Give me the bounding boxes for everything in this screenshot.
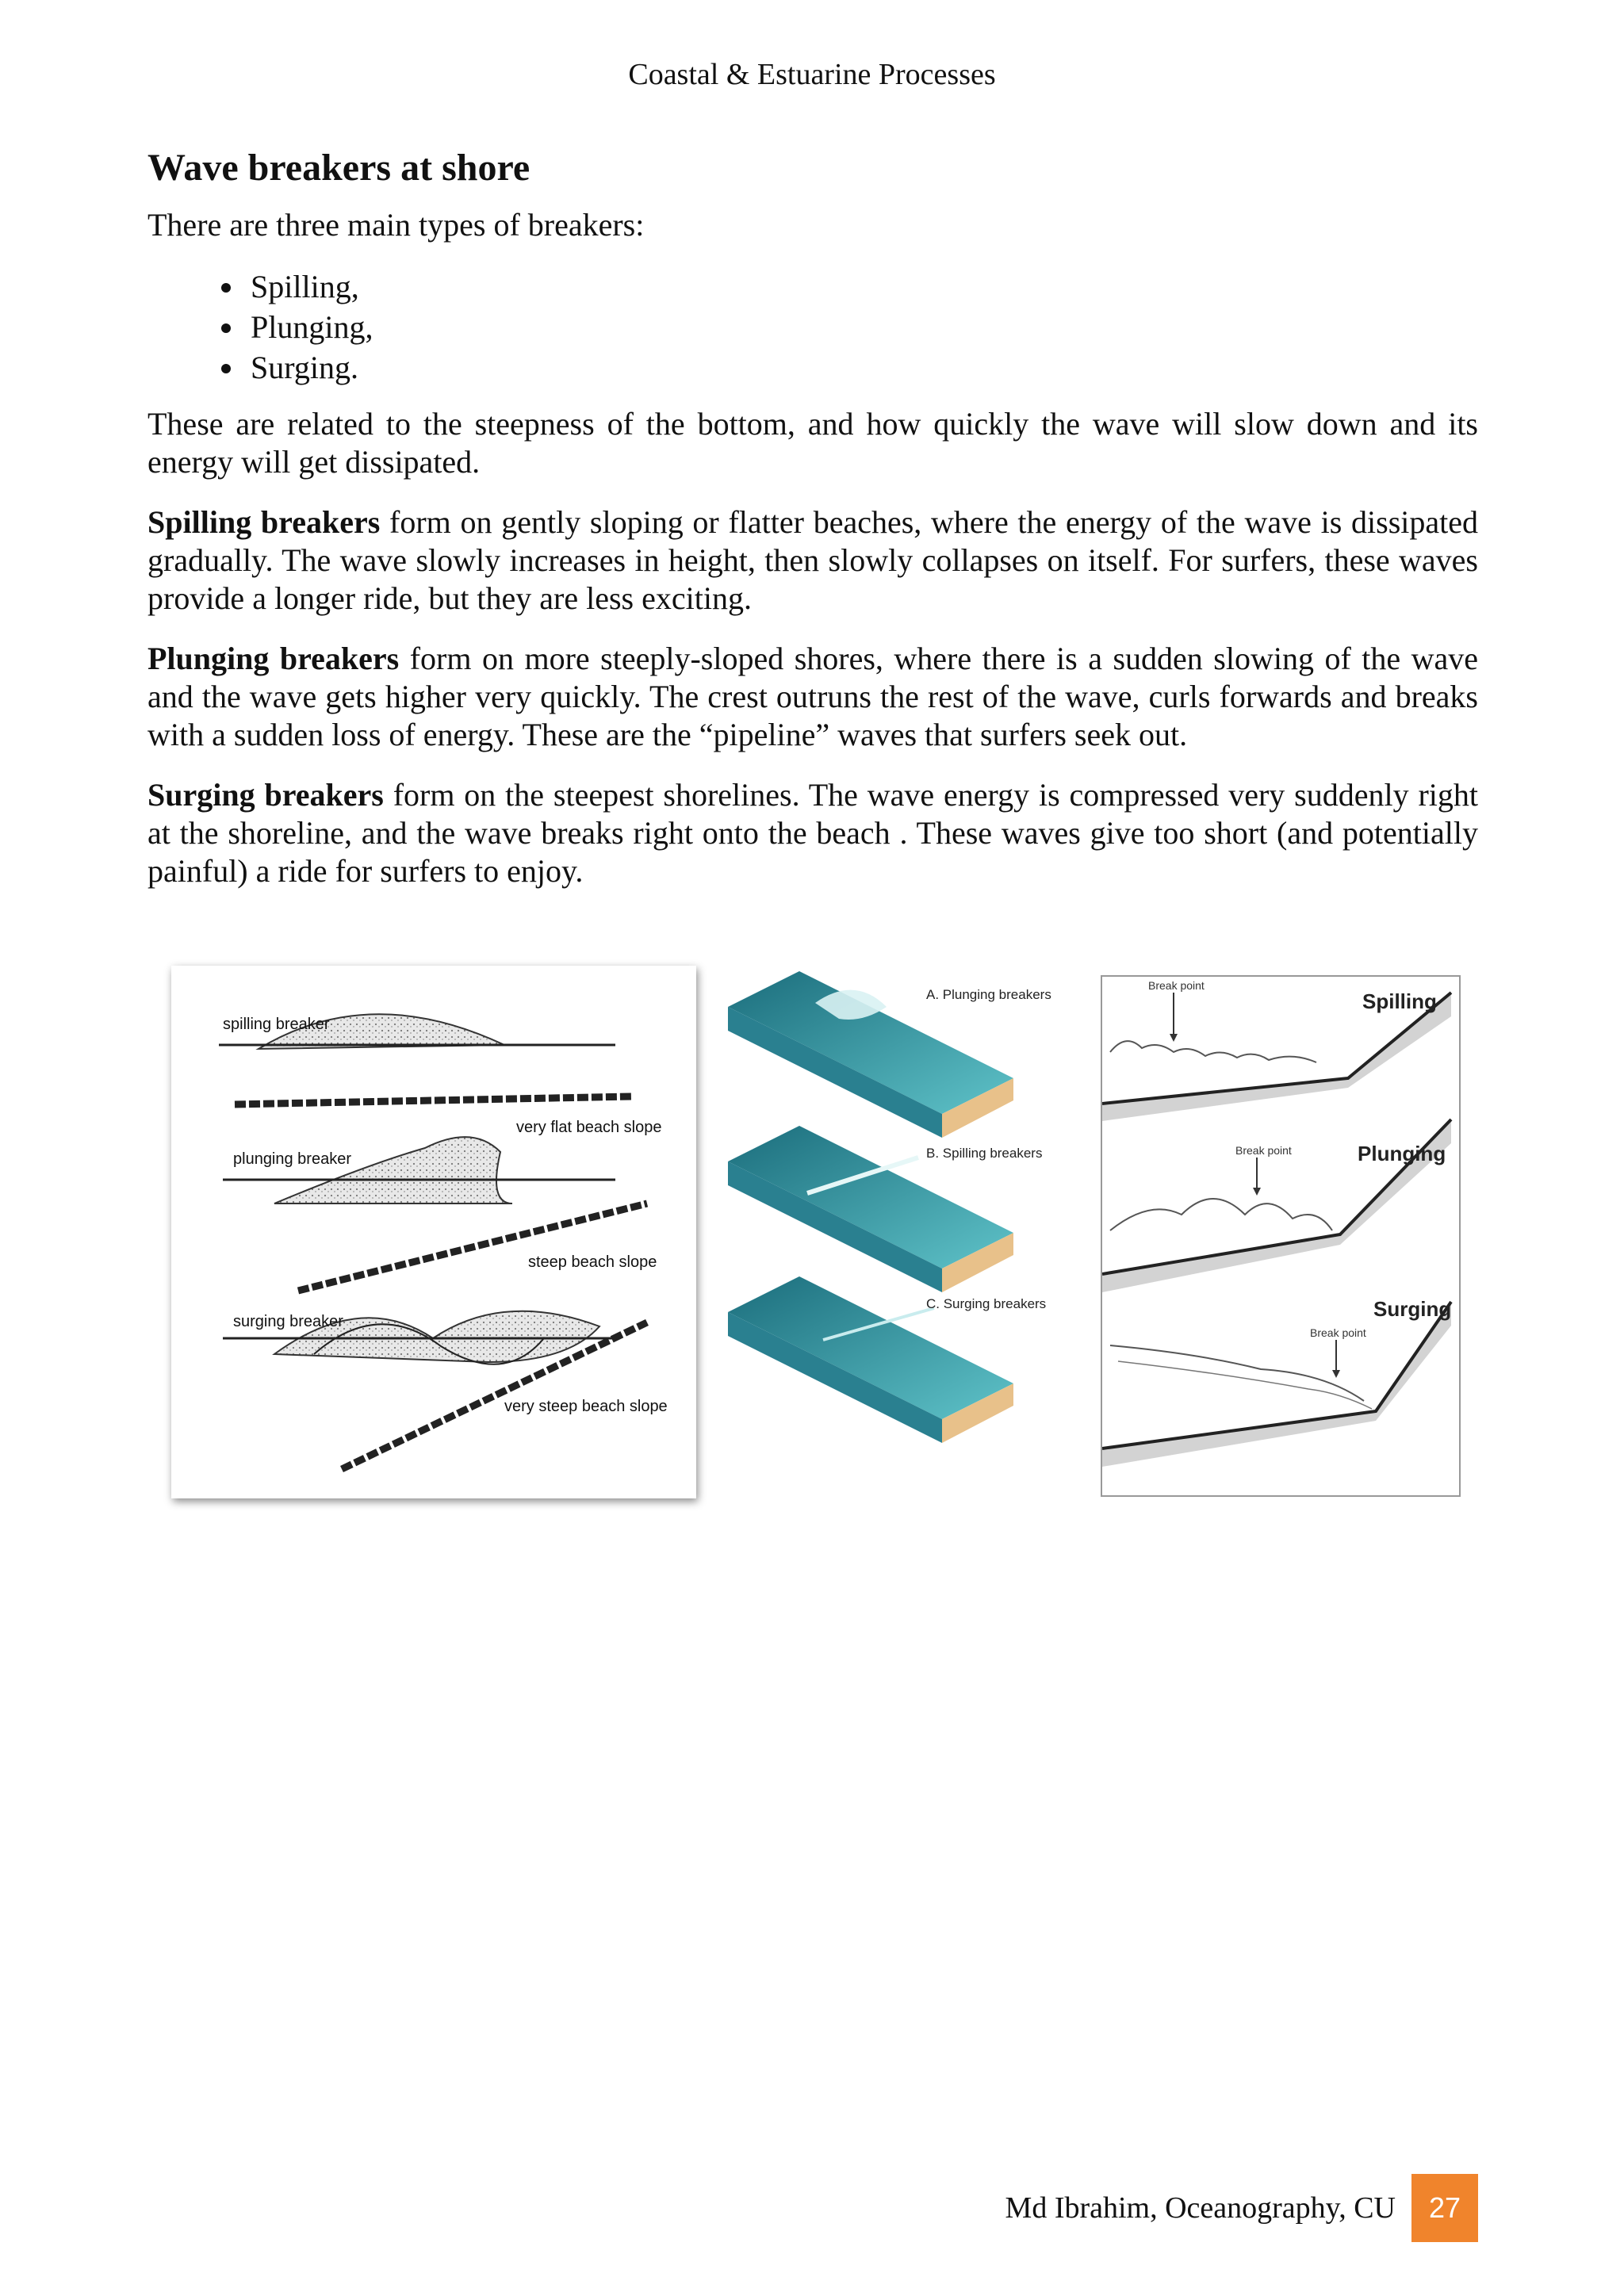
running-header: Coastal & Estuarine Processes [628,58,996,91]
footer-author: Md Ibrahim, Oceanography, CU [1005,2191,1396,2225]
surging-term: Surging breakers [147,777,384,813]
breaker-blocks-diagram [720,959,1085,1451]
list-item: • Spilling, [246,266,1478,307]
steepness-paragraph: These are related to the steepness of the bottom, and how quickly the wave will slow down and its energy will get dissipated. [147,406,1478,480]
plunging-paragraph [147,640,1478,754]
break-point-label: Break point [1235,1144,1292,1157]
fig1-label: surging breaker [233,1313,343,1330]
spilling-term: Spilling breakers [147,504,381,540]
breaker-blocks-svg [720,959,1085,1451]
fig1-label: very steep beach slope [504,1398,668,1415]
fig2-label: A. Plunging breakers [926,987,1051,1002]
plunging-text: form on more steeply-sloped shores, where there is a sudden slowing of the wave and the wave gets higher very quickly. The crest outruns the rest of the wave, curls forwards and breaks with a sudden loss of energy. These are the “pipeline” waves that surfers seek out. [147,641,1479,752]
surging-paragraph [147,776,1478,890]
fig1-label: very flat beach slope [516,1119,662,1136]
profile-title: Plunging [1358,1142,1446,1165]
profile-title: Surging [1373,1297,1452,1321]
fig2-label: C. Surging breakers [926,1296,1047,1311]
breaker-slopes-diagram [171,966,696,1498]
figures-row [0,959,1624,1514]
spilling-text: form on gently sloping or flatter beaches, where the energy of the wave is dissipated gradually. The wave slowly increases in height, then slowly collapses on itself. For surfers, these waves provide a longer ride, but they are less exciting. [147,504,1478,616]
flat-slope-line [235,1096,631,1104]
break-point-label: Break point [1148,979,1205,992]
steep-slope-line [298,1203,647,1291]
page-footer [1005,2174,1478,2242]
plunging-wave-shape [274,1137,512,1203]
surging-text: form on the steepest shorelines. The wave energy is compressed very suddenly right at the shoreline, and the wave breaks right onto the beach . These waves give too short (and potentially painful) a ride for surfers to enjoy. [147,777,1478,889]
section-heading: Wave breakers at shore [147,147,530,189]
fig1-label: spilling breaker [223,1016,330,1033]
fig2-label: B. Spilling breakers [926,1146,1043,1161]
spilling-paragraph [147,503,1478,618]
breaker-slopes-svg [171,966,696,1498]
list-item: • Surging. [246,347,1478,388]
breaker-profiles-diagram [1101,975,1461,1497]
breaker-profiles-svg [1102,977,1459,1495]
breaker-types-list [147,266,1478,388]
fig1-label: plunging breaker [233,1150,351,1168]
profile-title: Spilling [1362,989,1437,1013]
break-point-label: Break point [1310,1326,1366,1339]
main-content [147,144,1478,913]
intro-paragraph: There are three main types of breakers: [147,207,645,243]
list-item: • Plunging, [246,307,1478,347]
fig1-label: steep beach slope [528,1253,657,1271]
page-number-badge: 27 [1411,2174,1478,2242]
plunging-term: Plunging breakers [147,641,400,676]
